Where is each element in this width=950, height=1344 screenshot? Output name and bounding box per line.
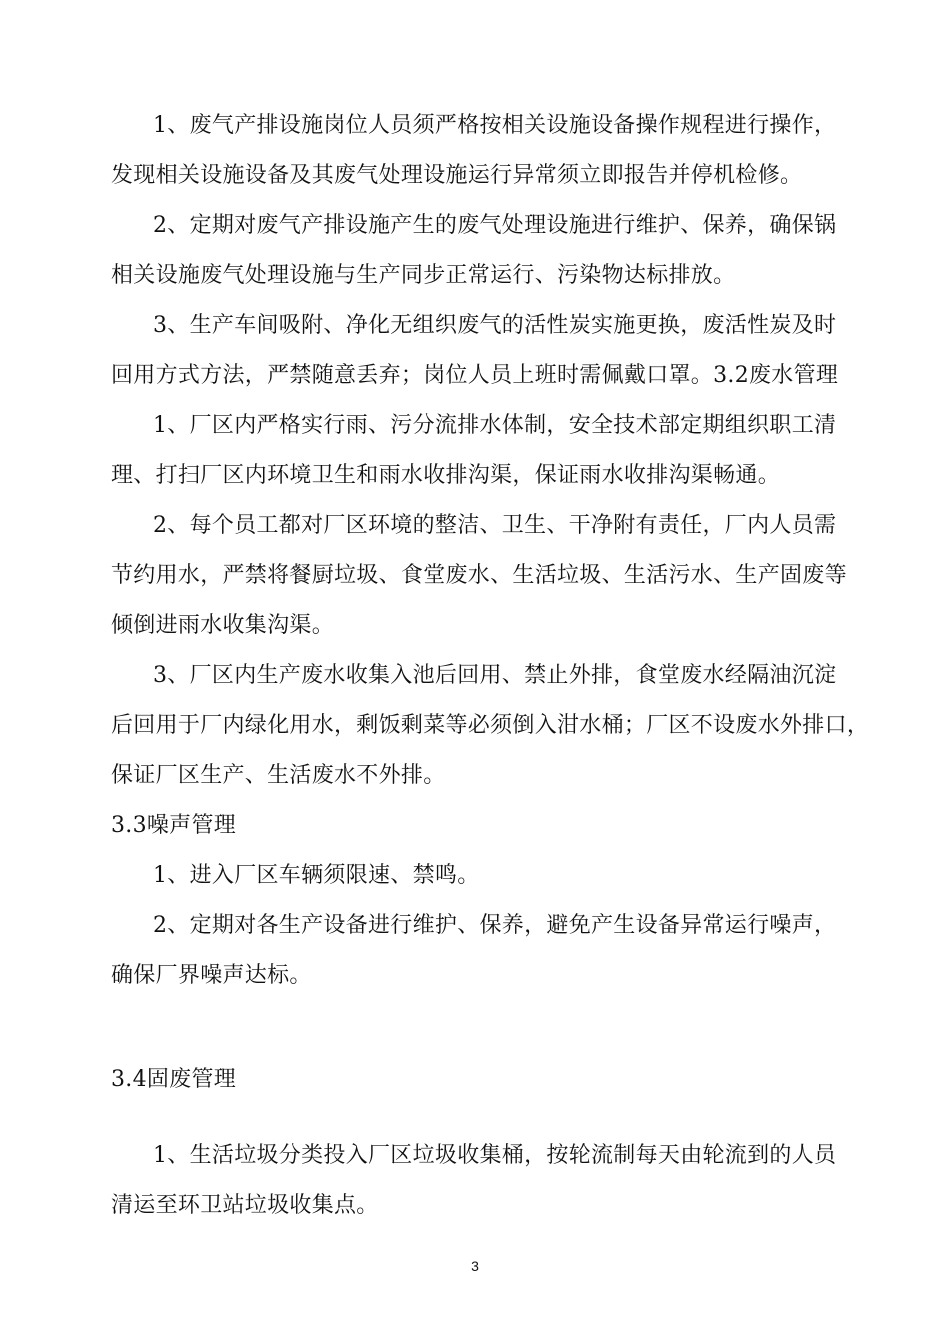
text-line: 1、生活垃圾分类投入厂区垃圾收集桶，按轮流制每天由轮流到的人员 xyxy=(153,1143,837,1168)
text-line: 后回用于厂内绿化用水，剩饭剩菜等必须倒入泔水桶；厂区不设废水外排口， xyxy=(111,713,870,738)
text-line: 保证厂区生产、生活废水不外排。 xyxy=(111,763,446,788)
text-line: 1、进入厂区车辆须限速、禁鸣。 xyxy=(153,863,480,888)
text-line: 2、定期对各生产设备进行维护、保养，避免产生设备异常运行噪声， xyxy=(153,913,837,938)
text-line: 节约用水，严禁将餐厨垃圾、食堂废水、生活垃圾、生活污水、生产固废等 xyxy=(111,563,847,588)
text-line: 发现相关设施设备及其废气处理设施运行异常须立即报告并停机检修。 xyxy=(111,163,803,188)
text-line: 确保厂界噪声达标。 xyxy=(111,963,312,988)
text-line: 3、厂区内生产废水收集入池后回用、禁止外排，食堂废水经隔油沉淀 xyxy=(153,663,837,688)
text-line: 2、每个员工都对厂区环境的整洁、卫生、干净附有责任，厂内人员需 xyxy=(153,513,837,538)
text-line: 2、定期对废气产排设施产生的废气处理设施进行维护、保养，确保锅 xyxy=(153,213,837,238)
text-line: 倾倒进雨水收集沟渠。 xyxy=(111,613,335,638)
text-line: 理、打扫厂区内环境卫生和雨水收排沟渠，保证雨水收排沟渠畅通。 xyxy=(111,463,781,488)
text-line: 1、厂区内严格实行雨、污分流排水体制，安全技术部定期组织职工清 xyxy=(153,413,837,438)
section-heading: 3.4固废管理 xyxy=(111,1067,237,1092)
text-line: 1、废气产排设施岗位人员须严格按相关设施设备操作规程进行操作， xyxy=(153,113,837,138)
page-number: 3 xyxy=(471,1258,479,1274)
text-line: 3、生产车间吸附、净化无组织废气的活性炭实施更换，废活性炭及时 xyxy=(153,313,837,338)
text-line: 回用方式方法，严禁随意丢弃；岗位人员上班时需佩戴口罩。3.2废水管理 xyxy=(111,363,839,388)
text-line: 清运至环卫站垃圾收集点。 xyxy=(111,1193,379,1218)
text-line: 相关设施废气处理设施与生产同步正常运行、污染物达标排放。 xyxy=(111,263,736,288)
section-heading: 3.3噪声管理 xyxy=(111,813,237,838)
